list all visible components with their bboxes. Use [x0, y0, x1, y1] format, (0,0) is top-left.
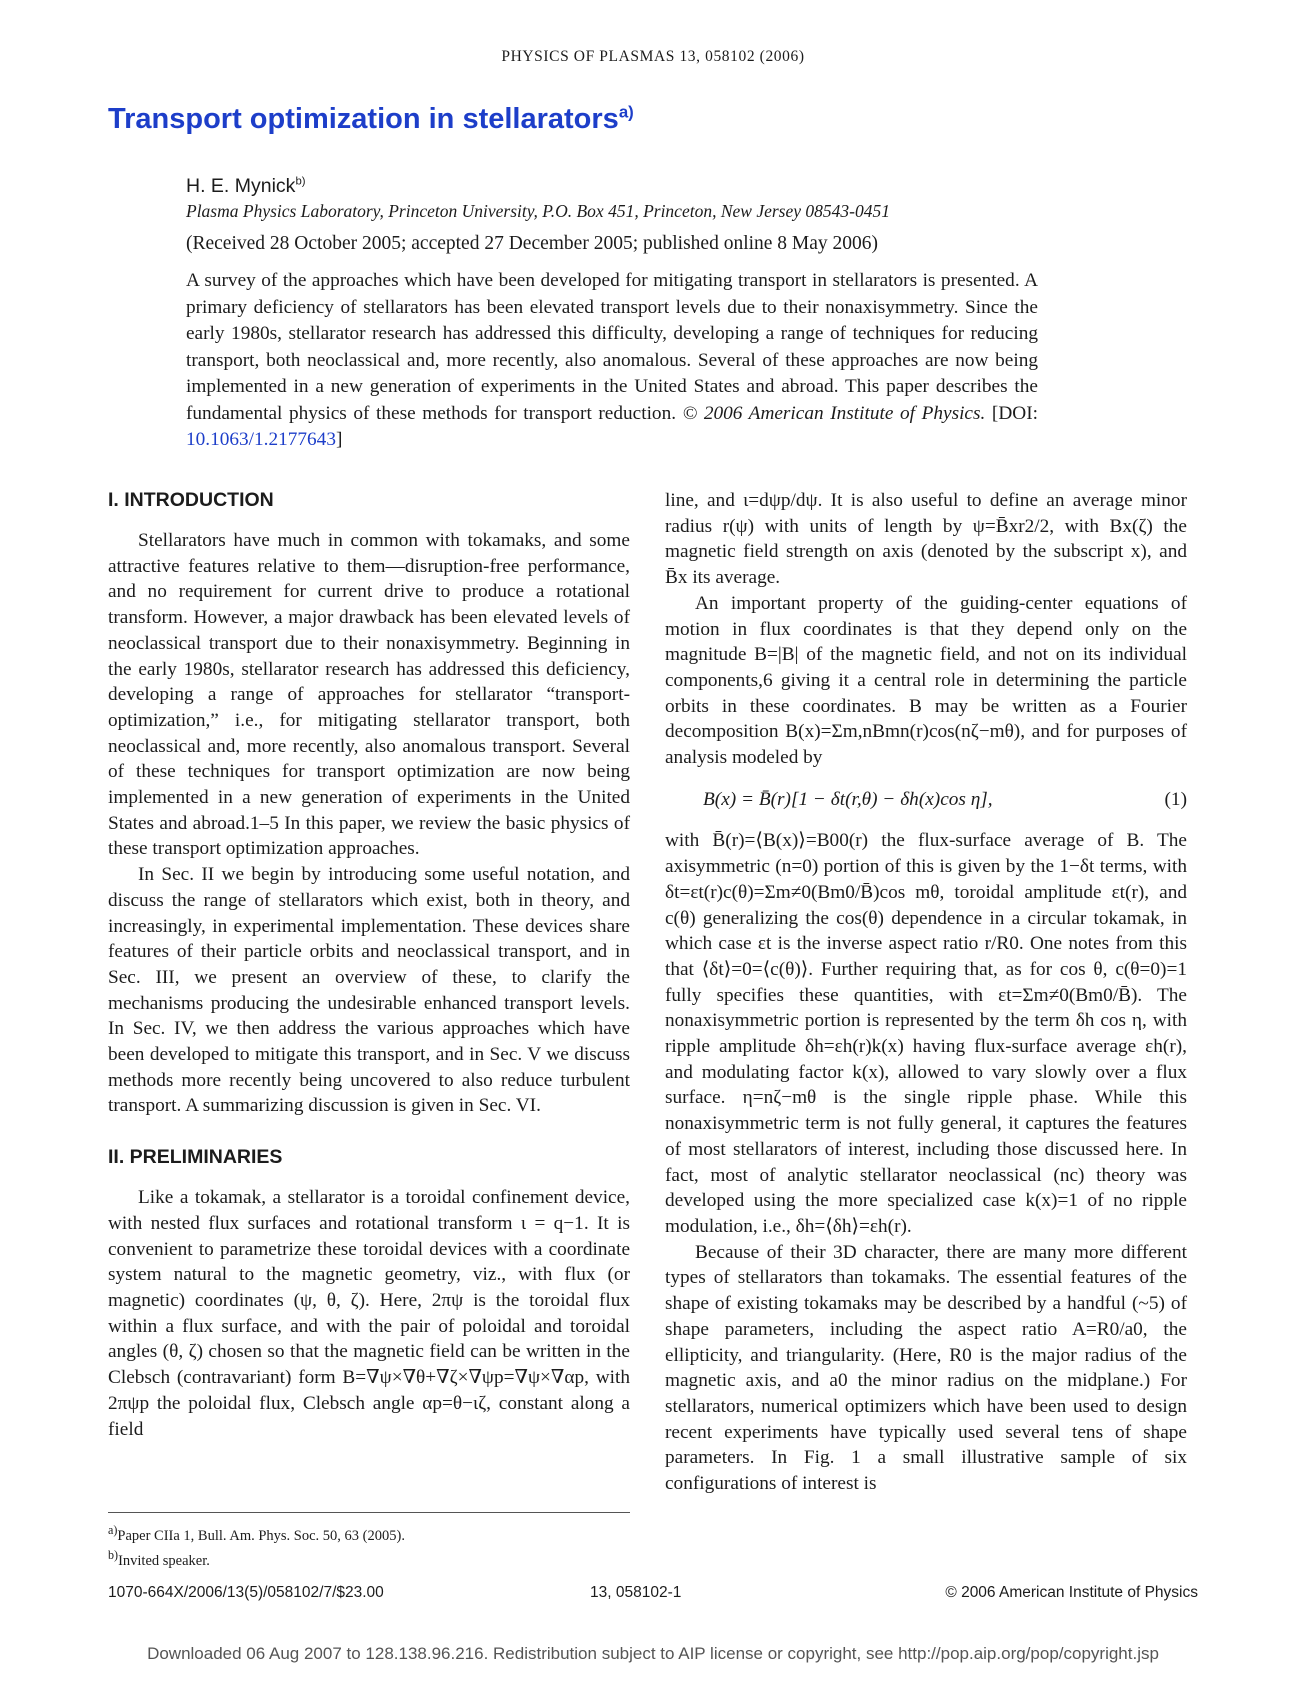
- intro-paragraph-2: In Sec. II we begin by introducing some useful notation, and discuss the range of stellarators which exist, both in theory, and increasingly, in experimental implementation. These devices share features of their particle orbits and neoclassical transport, and in Sec. III, we present an overview of these, to clarify the mechanisms producing the undesirable enhanced transport levels. In Sec. IV, we then address the various approaches which have been developed to mitigate this transport, and in Sec. V we discuss methods more recently being uncovered to also reduce turbulent transport. A summarizing discussion is given in Sec. VI.: [108, 864, 630, 1117]
- title-footnote-mark[interactable]: a): [618, 102, 634, 122]
- footer-issn: 1070-664X/2006/13(5)/058102/7/$23.00: [108, 1584, 384, 1601]
- author-footnote-mark[interactable]: b): [295, 175, 306, 188]
- footnote-b-text: Invited speaker.: [118, 1552, 210, 1569]
- footnote-a-mark: a): [108, 1523, 118, 1537]
- intro-paragraph-1: Stellarators have much in common with tokamaks, and some attractive features relative to them—disruption-free performance, and no requirement for current drive to produce a rotational transform. However, a major drawback has been elevated levels of neoclassical transport due to their nonaxisymmetry. Beginning in the early 1980s, stellarator research has addressed this deficiency, developing a range of approaches for stellarator “transport-optimization,” i.e., for mitigating stellarator transport, both neoclassical and, more recently, also anomalous transport. Several of these techniques for transport optimization are now being implemented in a new generation of experiments in the United States and abroad.1–5 In this paper, we review the basic physics of these transport optimization approaches.: [108, 530, 630, 860]
- right-paragraph-3: with B̄(r)=⟨B(x)⟩=B00(r) the flux-surface average of B. The axisymmetric (n=0) portion of this is given by the 1−δt terms, with δt=εt(r)c(θ)=Σm≠0(Bm0/B̄)cos mθ, toroidal amplitude εt(r), and c(θ) generalizing the cos(θ) dependence in a circular tokamak, in which case εt is the inverse aspect ratio r/R0. One notes from this that ⟨δt⟩=0=⟨c(θ)⟩. Further requiring that, as for cos θ, c(θ=0)=1 fully specifies these quantities, with εt=Σm≠0(Bm0/B̄). The nonaxisymmetric portion is represented by the term δh cos η, with ripple amplitude δh=εh(r)k(x) having flux-surface average εh(r), and modulating factor k(x), allowed to vary slowly over a flux surface. η=nζ−mθ is the single ripple phase. While this nonaxisymmetric term is not fully general, it captures the features of most stellarators of interest, including those discussed here. In fact, most of analytic stellarator neoclassical (nc) theory was developed using the more specialized case k(x)=1 of no ripple modulation, i.e., δh=⟨δh⟩=εh(r).: [665, 830, 1187, 1237]
- footnote-b: [108, 1546, 630, 1571]
- equation-body: B(x) = B̄(r)[1 − δt(r,θ) − δh(x)cos η],: [703, 788, 993, 810]
- footnote-a: [108, 1521, 630, 1546]
- title-text: Transport optimization in stellarators: [108, 103, 619, 135]
- paper-title: [108, 103, 634, 136]
- left-column: [108, 488, 630, 1442]
- download-notice: Downloaded 06 Aug 2007 to 128.138.96.216. Redistribution subject to AIP license or copyright, see http://pop.aip.org/pop/copyright.jsp: [147, 1644, 1159, 1663]
- footnotes: [108, 1512, 630, 1571]
- footnote-b-mark: b): [108, 1547, 119, 1562]
- footnote-a-text: Paper CIIa 1, Bull. Am. Phys. Soc. 50, 63 (2005).: [117, 1527, 405, 1544]
- received-dates: (Received 28 October 2005; accepted 27 December 2005; published online 8 May 2006): [186, 233, 879, 254]
- equation-1: [665, 787, 1187, 813]
- abstract-copyright: © 2006 American Institute of Physics.: [682, 402, 986, 424]
- right-column: [665, 488, 1187, 1497]
- doi-prefix: [DOI:: [991, 402, 1038, 424]
- running-header: PHYSICS OF PLASMAS 13, 058102 (2006): [501, 48, 805, 65]
- right-paragraph-4: Because of their 3D character, there are many more different types of stellarators than tokamaks. The essential features of the shape of existing tokamaks may be described by a handful (~5) of shape parameters, including the aspect ratio A=R0/a0, the ellipticity, and triangularity. (Here, R0 is the major radius of the magnetic axis, and a0 the minor radius on the midplane.) For stellarators, numerical optimizers which have been used to design recent experiments have typically used several tens of shape parameters. In Fig. 1 a small illustrative sample of six configurations of interest is: [665, 1241, 1187, 1495]
- right-paragraph-2: An important property of the guiding-center equations of motion in flux coordinates is that they depend only on the magnitude B=|B| of the magnetic field, and not on its individual components,6 giving it a central role in determining the particle orbits in these coordinates. B may be written as a Fourier decomposition B(x)=Σm,nBmn(r)cos(nζ−mθ), and for purposes of analysis modeled by: [665, 592, 1187, 769]
- section-heading-introduction: I. INTRODUCTION: [108, 489, 274, 511]
- abstract: [186, 268, 1038, 454]
- section-heading-preliminaries: II. PRELIMINARIES: [108, 1146, 283, 1169]
- footer-page-number: 13, 058102-1: [590, 1584, 682, 1601]
- right-paragraph-1: line, and ι=dψp/dψ. It is also useful to define an average minor radius r(ψ) with units of length by ψ=B̄xr2/2, with Bx(ζ) the magnetic field strength on axis (denoted by the subscript x), and B̄x its average.: [665, 490, 1187, 589]
- affiliation: Plasma Physics Laboratory, Princeton University, P.O. Box 451, Princeton, New Jersey 08543-0451: [186, 201, 890, 221]
- equation-number: (1): [1164, 788, 1187, 810]
- footer-copyright: © 2006 American Institute of Physics: [945, 1584, 1198, 1601]
- doi-suffix: ]: [335, 429, 343, 450]
- author: [186, 175, 305, 198]
- abstract-text: A survey of the approaches which have been developed for mitigating transport in stellarators is presented. A primary deficiency of stellarators has been elevated transport levels due to their nonaxisymmetry. Since the early 1980s, stellarator research has addressed this difficulty, developing a range of techniques for reducing transport, both neoclassical and, more recently, also anomalous. Several of these approaches are now being implemented in a new generation of experiments in the United States and abroad. This paper describes the fundamental physics of these methods for transport reduction.: [186, 270, 1038, 424]
- preliminaries-paragraph-1: Like a tokamak, a stellarator is a toroidal confinement device, with nested flux surfaces and rotational transform ι = q−1. It is convenient to parametrize these toroidal devices with a coordinate system natural to the magnetic geometry, viz., with flux (or magnetic) coordinates (ψ, θ, ζ). Here, 2πψ is the toroidal flux within a flux surface, and with the pair of poloidal and toroidal angles (θ, ζ) chosen so that the magnetic field can be written in the Clebsch (contravariant) form B=∇ψ×∇θ+∇ζ×∇ψp=∇ψ×∇αp, with 2πψp the poloidal flux, Clebsch angle αp=θ−ιζ, constant along a field: [108, 1187, 630, 1440]
- author-name: H. E. Mynick: [186, 175, 296, 197]
- doi-link[interactable]: 10.1063/1.2177643: [186, 429, 336, 450]
